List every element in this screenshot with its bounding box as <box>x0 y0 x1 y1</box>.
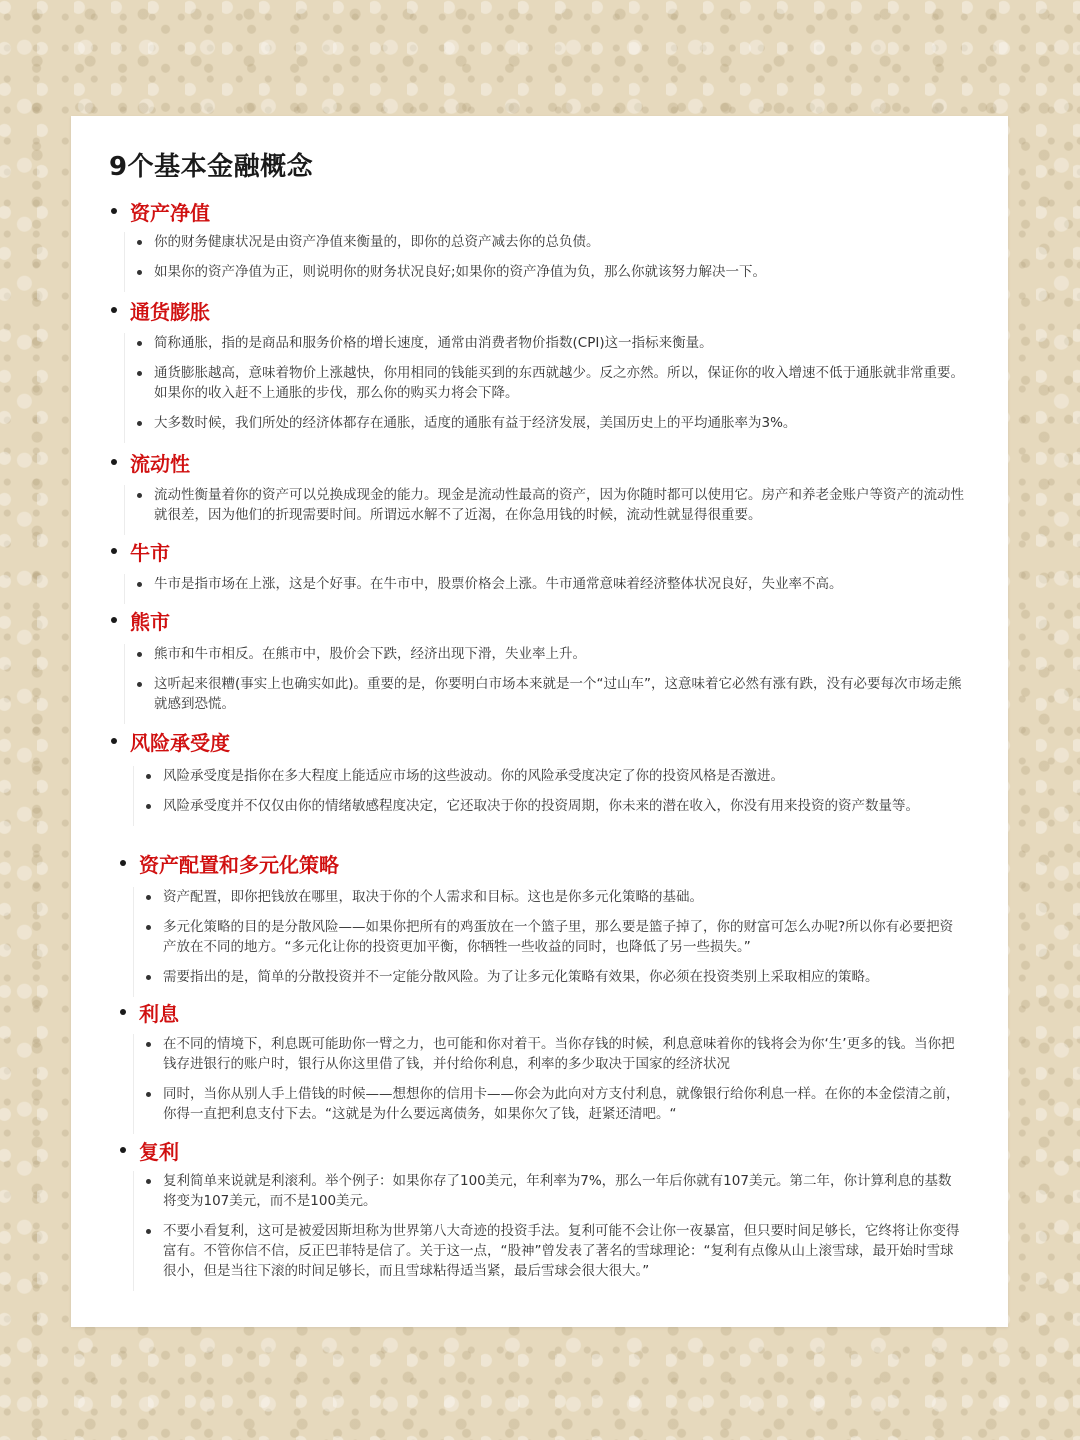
section-list <box>133 766 964 826</box>
list-item: 熊市和牛市相反。在熊市中，股价会下跌，经济出现下滑，失业率上升。 <box>125 644 964 664</box>
list-item: 风险承受度并不仅仅由你的情绪敏感程度决定，它还取决于你的投资周期，你未来的潜在收入，你没有用来投资的资产数量等。 <box>134 796 964 816</box>
bullet-icon <box>111 208 117 214</box>
list-item: 需要指出的是，简单的分散投资并不一定能分散风险。为了让多元化策略有效果，你必须在投资类别上采取相应的策略。 <box>134 967 964 987</box>
bullet-icon <box>111 738 117 744</box>
section-title: 通货膨胀 <box>130 299 210 324</box>
section-list <box>124 485 964 535</box>
section-list <box>133 1171 964 1291</box>
list-item: 你的财务健康状况是由资产净值来衡量的，即你的总资产减去你的总负债。 <box>125 232 964 252</box>
section-heading <box>111 447 190 477</box>
document-page <box>71 116 1008 1327</box>
section-title: 复利 <box>139 1139 179 1164</box>
section-heading <box>111 295 210 325</box>
section-title: 熊市 <box>130 609 170 634</box>
list-item: 多元化策略的目的是分散风险——如果你把所有的鸡蛋放在一个篮子里，那么要是篮子掉了，你的财富可怎么办呢?所以你有必要把资产放在不同的地方。“多元化让你的投资更加平衡，你牺牲一些收益的同时，也降低了另一些损失。” <box>134 917 964 957</box>
list-item: 牛市是指市场在上涨，这是个好事。在牛市中，股票价格会上涨。牛市通常意味着经济整体状况良好，失业率不高。 <box>125 574 964 594</box>
list-item: 简称通胀，指的是商品和服务价格的增长速度，通常由消费者物价指数(CPI)这一指标来衡量。 <box>125 333 964 353</box>
bullet-icon <box>111 307 117 313</box>
list-item: 这听起来很糟(事实上也确实如此)。重要的是，你要明白市场本来就是一个“过山车”，这意味着它必然有涨有跌，没有必要每次市场走熊就感到恐慌。 <box>125 674 964 714</box>
section-list <box>133 1034 964 1134</box>
list-item: 复利简单来说就是利滚利。举个例子：如果你存了100美元，年利率为7%，那么一年后你就有107美元。第二年，你计算利息的基数将变为107美元，而不是100美元。 <box>134 1171 964 1211</box>
section-heading <box>111 196 210 226</box>
section-list <box>124 232 964 292</box>
section-title: 风险承受度 <box>130 730 230 755</box>
list-item: 资产配置，即你把钱放在哪里，取决于你的个人需求和目标。这也是你多元化策略的基础。 <box>134 887 964 907</box>
section-list <box>124 333 964 443</box>
list-item: 大多数时候，我们所处的经济体都存在通胀，适度的通胀有益于经济发展，美国历史上的平均通胀率为3%。 <box>125 413 964 433</box>
bullet-icon <box>120 860 126 866</box>
bullet-icon <box>120 1147 126 1153</box>
list-item: 风险承受度是指你在多大程度上能适应市场的这些波动。你的风险承受度决定了你的投资风格是否激进。 <box>134 766 964 786</box>
section-list <box>124 574 964 604</box>
section-heading <box>111 605 170 635</box>
list-item: 在不同的情境下，利息既可能助你一臂之力，也可能和你对着干。当你存钱的时候，利息意味着你的钱将会为你‘生’更多的钱。当你把钱存进银行的账户时，银行从你这里借了钱，并付给你利息，利率的多少取决于国家的经济状况 <box>134 1034 964 1074</box>
list-item: 通货膨胀越高，意味着物价上涨越快，你用相同的钱能买到的东西就越少。反之亦然。所以，保证你的收入增速不低于通胀就非常重要。如果你的收入赶不上通胀的步伐，那么你的购买力将会下降。 <box>125 363 964 403</box>
list-item: 同时，当你从别人手上借钱的时候——想想你的信用卡——你会为此向对方支付利息，就像银行给你利息一样。在你的本金偿清之前，你得一直把利息支付下去。“这就是为什么要远离债务，如果你欠了钱，赶紧还清吧。“ <box>134 1084 964 1124</box>
section-heading <box>111 536 170 566</box>
section-title: 资产配置和多元化策略 <box>139 852 339 877</box>
page-title: 9个基本金融概念 <box>109 152 314 182</box>
list-item: 流动性衡量着你的资产可以兑换成现金的能力。现金是流动性最高的资产，因为你随时都可以使用它。房产和养老金账户等资产的流动性就很差，因为他们的折现需要时间。所谓远水解不了近渴，在你急用钱的时候，流动性就显得很重要。 <box>125 485 964 525</box>
bullet-icon <box>111 617 117 623</box>
section-title: 牛市 <box>130 540 170 565</box>
section-heading <box>120 848 339 878</box>
section-heading <box>111 726 230 756</box>
section-title: 利息 <box>139 1001 179 1026</box>
bullet-icon <box>111 548 117 554</box>
section-heading <box>120 1135 179 1165</box>
section-title: 资产净值 <box>130 200 210 225</box>
list-item: 不要小看复利，这可是被爱因斯坦称为世界第八大奇迹的投资手法。复利可能不会让你一夜暴富，但只要时间足够长，它终将让你变得富有。不管你信不信，反正巴菲特是信了。关于这一点，“股神”曾发表了著名的雪球理论：“复利有点像从山上滚雪球，最开始时雪球很小，但是当往下滚的时间足够长，而且雪球粘得适当紧，最后雪球会很大很大。” <box>134 1221 964 1281</box>
bullet-icon <box>111 459 117 465</box>
section-heading <box>120 997 179 1027</box>
section-title: 流动性 <box>130 451 190 476</box>
bullet-icon <box>120 1009 126 1015</box>
section-list <box>124 644 964 724</box>
section-list <box>133 887 964 997</box>
list-item: 如果你的资产净值为正，则说明你的财务状况良好;如果你的资产净值为负，那么你就该努力解决一下。 <box>125 262 964 282</box>
